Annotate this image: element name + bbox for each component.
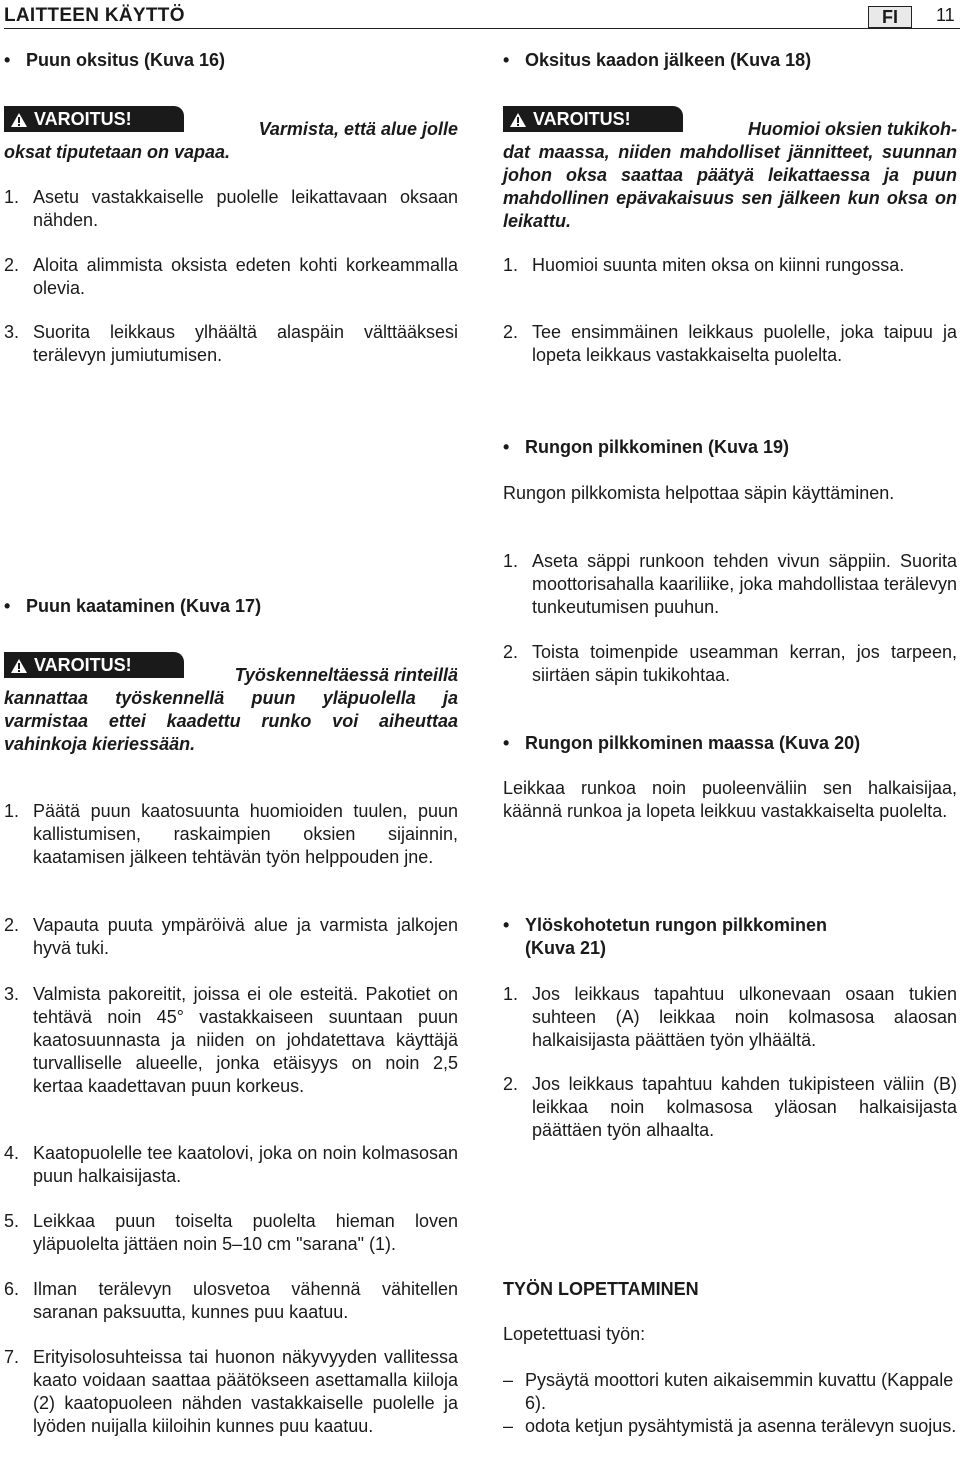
item-text: Ilman terälevyn ulosvetoa vähennä vähitellen saranan paksuutta, kunnes puu kaatuu. — [33, 1279, 458, 1322]
warning-text — [503, 118, 957, 233]
item-text: Valmista pakoreitit, joissa ei ole esteitä. Pakotiet on tehtävä noin 45° vastakkaiseen suuntaan puun kaatosuunnasta ja niiden on johdatettava käyttäjä turvalliselle alueelle, jonka etäisyys on noin 2,5 kertaa kaadettavan puun korkeus. — [33, 984, 458, 1096]
item-text: Huomioi suunta miten oksa on kiinni rungossa. — [532, 255, 905, 275]
item-text: Vapauta puuta ympäröivä alue ja varmista jalkojen hyvä tuki. — [33, 915, 458, 958]
item-text: Asetu vastakkaiselle puolelle leikattavaan oksaan nähden. — [33, 187, 458, 230]
section-title: LAITTEEN KÄYTTÖ — [4, 5, 185, 26]
warning-text-line1: Työskenneltäessä rinteillä — [234, 665, 458, 685]
warning-text-line1: Varmista, että alue jolle — [258, 119, 458, 139]
item-text: Toista toimenpide useamman kerran, jos tarpeen, siirtäen säpin tukikohtaa. — [532, 642, 957, 685]
item-number: 1. — [4, 801, 20, 821]
page-number: 11 — [936, 5, 955, 25]
item-text: Aseta säppi runkoon tehden vivun säppiin. Suorita moottorisahalla kaariliike, joka mahdollistaa terälevyn tunkeutumisen puuhun. — [532, 551, 957, 617]
heading-text-line2: (Kuva 21) — [525, 938, 607, 958]
item-number: 1. — [503, 255, 519, 275]
item-number: 2. — [4, 255, 20, 275]
item-number: 5. — [4, 1211, 20, 1231]
warning-text-line1: Huomioi oksien tukikoh- — [747, 119, 957, 139]
item-number: 1. — [503, 984, 519, 1004]
item-number: 7. — [4, 1347, 20, 1367]
header-divider — [4, 28, 960, 29]
paragraph: Rungon pilkkomista helpottaa säpin käyttäminen. — [503, 483, 895, 503]
item-number: 2. — [4, 915, 20, 935]
heading-tyon-lopettaminen: TYÖN LOPETTAMINEN — [503, 1279, 699, 1299]
warning-text — [4, 118, 458, 164]
item-text: Päätä puun kaatosuunta huomioiden tuulen, puun kallistumisen, raskaimpien oksien sijainnin, kaatamisen jälkeen tehtävän työn helppouden jne. — [33, 801, 458, 867]
heading-text: Puun oksitus (Kuva 16) — [26, 50, 226, 70]
warning-text-rest: oksat tiputetaan on vapaa. — [4, 142, 231, 162]
bullet-glyph: • — [503, 915, 510, 935]
item-text: Suorita leikkaus ylhäältä alaspäin välttääksesi terälevyn jumiutumisen. — [33, 322, 458, 365]
warning-text-rest: dat maassa, niiden mahdolliset jännitteet, suunnan johon oksa saattaa päätyä leikattaessa ja puun mahdollinen epävakaisuus sen jälkeen kun oksa on leikattu. — [503, 142, 957, 231]
dash-glyph: – — [503, 1416, 514, 1436]
item-text: Aloita alimmista oksista edeten kohti korkeammalla olevia. — [33, 255, 458, 298]
paragraph: Leikkaa runkoa noin puoleenväliin sen halkaisijaa, käännä runkoa ja lopeta leikkuu vastakkaiselta puolelta. — [503, 778, 957, 821]
item-number: 2. — [503, 322, 519, 342]
language-badge: FI — [868, 6, 912, 28]
warning-text — [4, 664, 458, 756]
heading-text: Rungon pilkkominen maassa (Kuva 20) — [525, 733, 861, 753]
item-number: 3. — [4, 322, 20, 342]
item-number: 2. — [503, 1074, 519, 1094]
heading-text: Oksitus kaadon jälkeen (Kuva 18) — [525, 50, 812, 70]
item-number: 1. — [4, 187, 20, 207]
item-text: Pysäytä moottori kuten aikaisemmin kuvattu (Kappale 6). — [525, 1370, 954, 1413]
heading-text-line1: Ylöskohotetun rungon pilkkominen — [525, 915, 828, 935]
item-text: Tee ensimmäinen leikkaus puolelle, joka taipuu ja lopeta leikkaus vastakkaiselta puolelta. — [532, 322, 957, 365]
bullet-glyph: • — [503, 733, 510, 753]
warning-text-rest: kannattaa työskennellä puun yläpuolella ja varmistaa ettei kaadettu runko voi aiheuttaa vahinkoja kieriessään. — [4, 688, 458, 754]
warning-label-text: VAROITUS! — [34, 655, 132, 675]
bullet-glyph: • — [4, 50, 11, 70]
item-text: Jos leikkaus tapahtuu kahden tukipisteen väliin (B) leikkaa noin kolmasosa yläosan halkaisijasta päättäen työn alhaalta. — [532, 1074, 957, 1140]
item-number: 3. — [4, 984, 20, 1004]
item-text: Kaatopuolelle tee kaatolovi, joka on noin kolmasosan puun halkaisijasta. — [33, 1143, 458, 1186]
item-number: 2. — [503, 642, 519, 662]
warning-label-text: VAROITUS! — [533, 109, 631, 129]
dash-glyph: – — [503, 1370, 514, 1390]
item-number: 1. — [503, 551, 519, 571]
item-text: Leikkaa puun toiselta puolelta hieman loven yläpuolelta jättäen noin 5–10 cm "sarana" (1). — [33, 1211, 458, 1254]
warning-label-text: VAROITUS! — [34, 109, 132, 129]
heading-yloskohotetun-rungon — [503, 914, 957, 960]
heading-text: Puun kaataminen (Kuva 17) — [26, 596, 262, 616]
item-text: odota ketjun pysähtymistä ja asenna terälevyn suojus. — [525, 1416, 957, 1436]
bullet-glyph: • — [4, 596, 11, 616]
item-text: Jos leikkaus tapahtuu ulkonevaan osaan tukien suhteen (A) leikkaa noin kolmasosa alaosan halkaisijasta päättäen työn ylhäältä. — [532, 984, 957, 1050]
item-text: Erityisolosuhteissa tai huonon näkyvyyden vallitessa kaato voidaan saattaa päätökseen asettamalla kiiloja (2) kaatopuoleen nähden vastakkaiselle puolelle ja lyöden nuijalla kiiloihin kunnes puu kaatuu. — [33, 1347, 458, 1436]
item-number: 6. — [4, 1279, 20, 1299]
heading-text: Rungon pilkkominen (Kuva 19) — [525, 437, 790, 457]
bullet-glyph: • — [503, 50, 510, 70]
item-number: 4. — [4, 1143, 20, 1163]
bullet-glyph: • — [503, 437, 510, 457]
paragraph: Lopetettuasi työn: — [503, 1324, 646, 1344]
